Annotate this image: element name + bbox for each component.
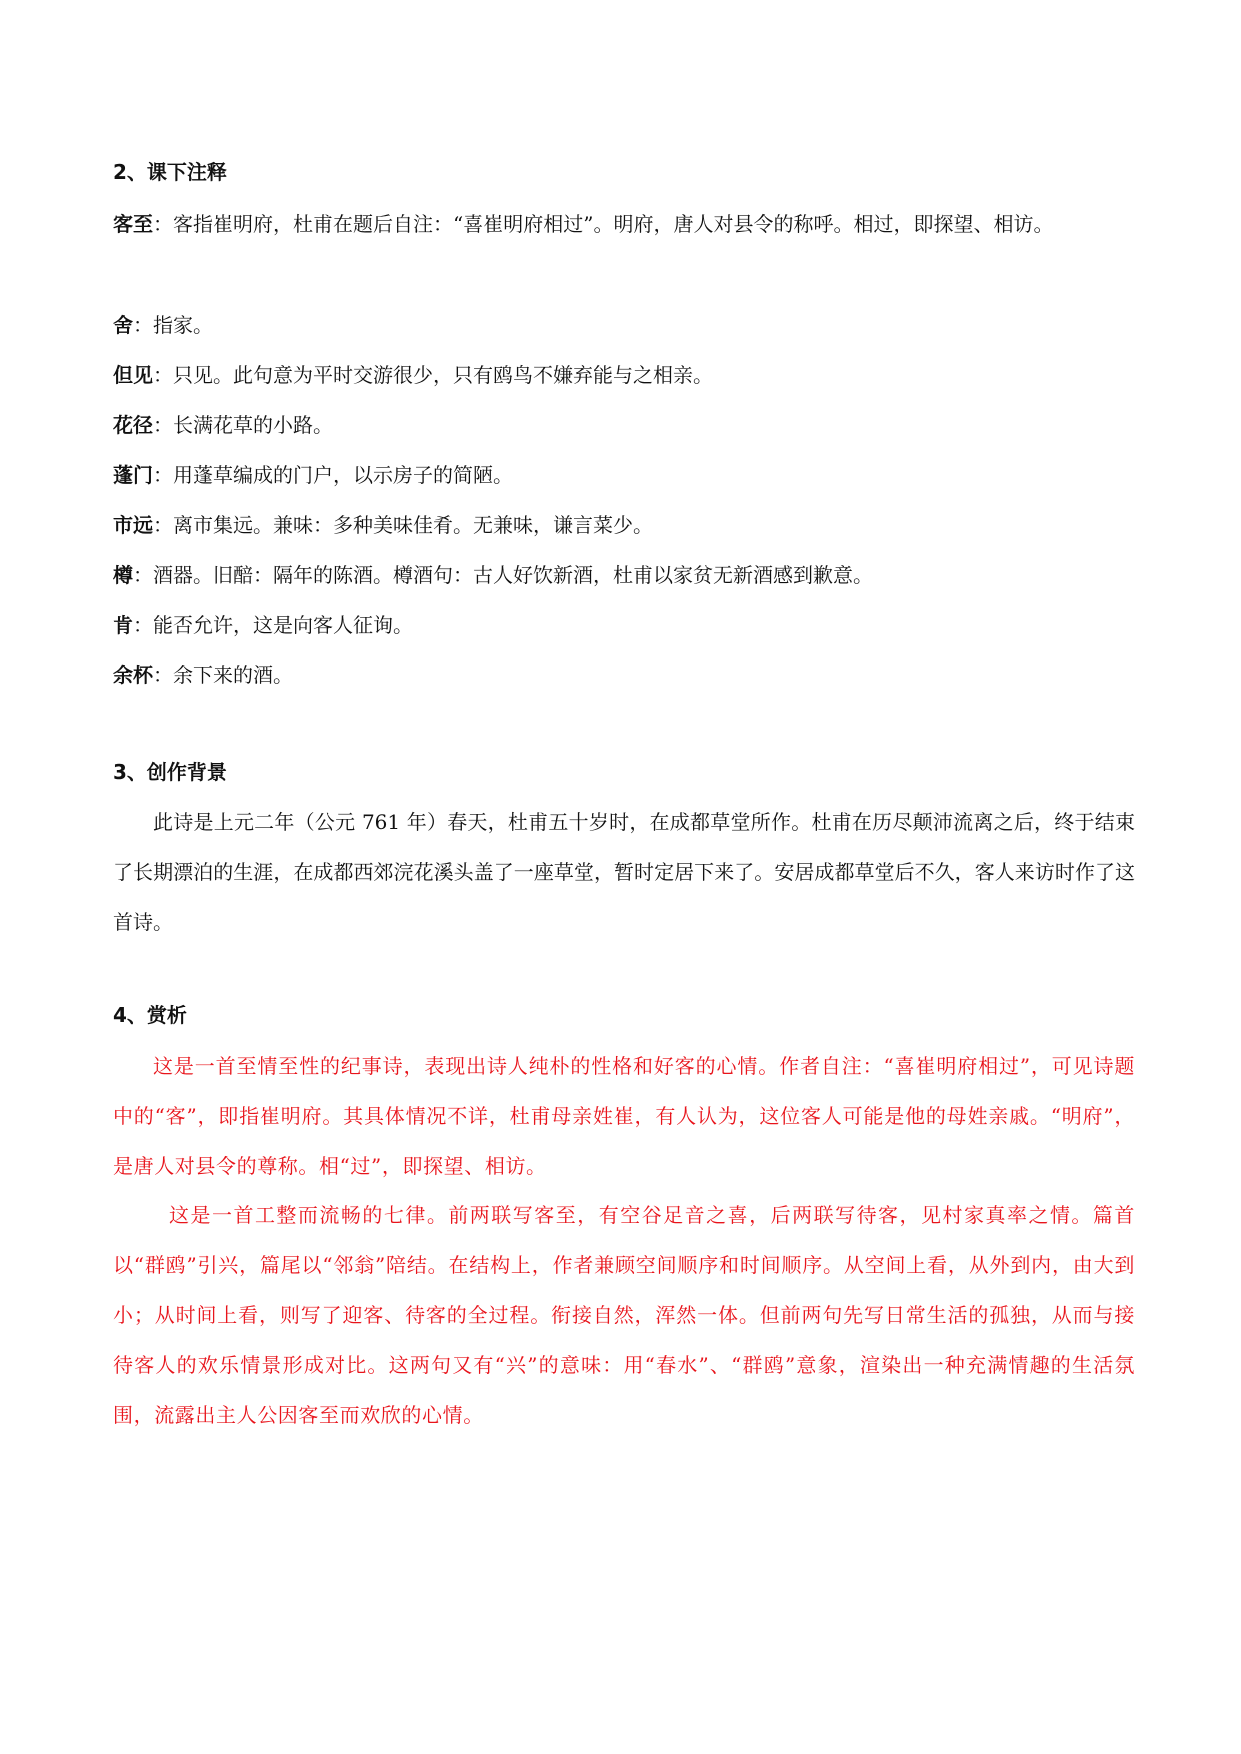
note-text: 客指崔明府，杜甫在题后自注：“喜崔明府相过”。明府，唐人对县令的称呼。相过，即探望、相访。 — [173, 212, 1054, 236]
note-separator: ： — [153, 212, 173, 236]
note-term: 肯 — [113, 613, 133, 637]
note-she — [113, 300, 1133, 350]
note-separator: ： — [153, 463, 173, 487]
note-term: 市远 — [113, 513, 153, 537]
note-yubei — [113, 650, 1133, 700]
note-text: 只见。此句意为平时交游很少，只有鸥鸟不嫌弃能与之相亲。 — [173, 363, 713, 387]
note-zun — [113, 550, 1133, 600]
note-kezhi — [113, 199, 1133, 249]
note-huajing — [113, 400, 1133, 450]
note-separator: ： — [153, 663, 173, 687]
note-text: 指家。 — [153, 313, 213, 337]
note-term: 蓬门 — [113, 463, 153, 487]
note-text: 能否允许，这是向客人征询。 — [153, 613, 413, 637]
note-separator: ： — [133, 613, 153, 637]
note-separator: ： — [153, 363, 173, 387]
note-danjian — [113, 350, 1133, 400]
note-ken — [113, 600, 1133, 650]
note-separator: ： — [153, 413, 173, 437]
section-4-heading: 4、赏析 — [113, 1003, 187, 1027]
appreciation-paragraph: 这是一首工整而流畅的七律。前两联写客至，有空谷足音之喜，后两联写待客，见村家真率之情。篇首以“群鸥”引兴，篇尾以“邻翁”陪结。在结构上，作者兼顾空间顺序和时间顺序。从空间上看，从外到内，由大到小；从时间上看，则写了迎客、待客的全过程。衔接自然，浑然一体。但前两句先写日常生活的孤独，从而与接待客人的欢乐情景形成对比。这两句又有“兴”的意味：用“春水”、“群鸥”意象，渲染出一种充满情趣的生活氛围，流露出主人公因客至而欢欣的心情。 — [113, 1203, 1135, 1427]
note-text: 余下来的酒。 — [173, 663, 293, 687]
note-text: 长满花草的小路。 — [173, 413, 333, 437]
note-separator: ： — [133, 313, 153, 337]
note-separator: ： — [133, 563, 153, 587]
background-paragraph: 此诗是上元二年（公元 761 年）春天，杜甫五十岁时，在成都草堂所作。杜甫在历尽颠沛流离之后，终于结束了长期漂泊的生涯，在成都西郊浣花溪头盖了一座草堂，暂时定居下来了。安居成都草堂后不久，客人来访时作了这首诗。 — [113, 810, 1135, 934]
section-3-heading: 3、创作背景 — [113, 760, 227, 784]
note-term: 花径 — [113, 413, 153, 437]
note-shiyuan — [113, 500, 1133, 550]
note-term: 樽 — [113, 563, 133, 587]
note-term: 但见 — [113, 363, 153, 387]
note-term: 余杯 — [113, 663, 153, 687]
appreciation-paragraph: 这是一首至情至性的纪事诗，表现出诗人纯朴的性格和好客的心情。作者自注：“喜崔明府相过”，可见诗题中的“客”，即指崔明府。其具体情况不详，杜甫母亲姓崔，有人认为，这位客人可能是他的母姓亲戚。“明府”，是唐人对县令的尊称。相“过”，即探望、相访。 — [113, 1054, 1135, 1178]
section-2-heading: 2、课下注释 — [113, 160, 227, 184]
note-text: 用蓬草编成的门户，以示房子的简陋。 — [173, 463, 513, 487]
note-text: 酒器。旧醅：隔年的陈酒。樽酒句：古人好饮新酒，杜甫以家贫无新酒感到歉意。 — [153, 563, 873, 587]
note-term: 客至 — [113, 212, 153, 236]
note-term: 舍 — [113, 313, 133, 337]
note-pengmen — [113, 450, 1133, 500]
note-text: 离市集远。兼味：多种美味佳肴。无兼味，谦言菜少。 — [173, 513, 653, 537]
note-separator: ： — [153, 513, 173, 537]
